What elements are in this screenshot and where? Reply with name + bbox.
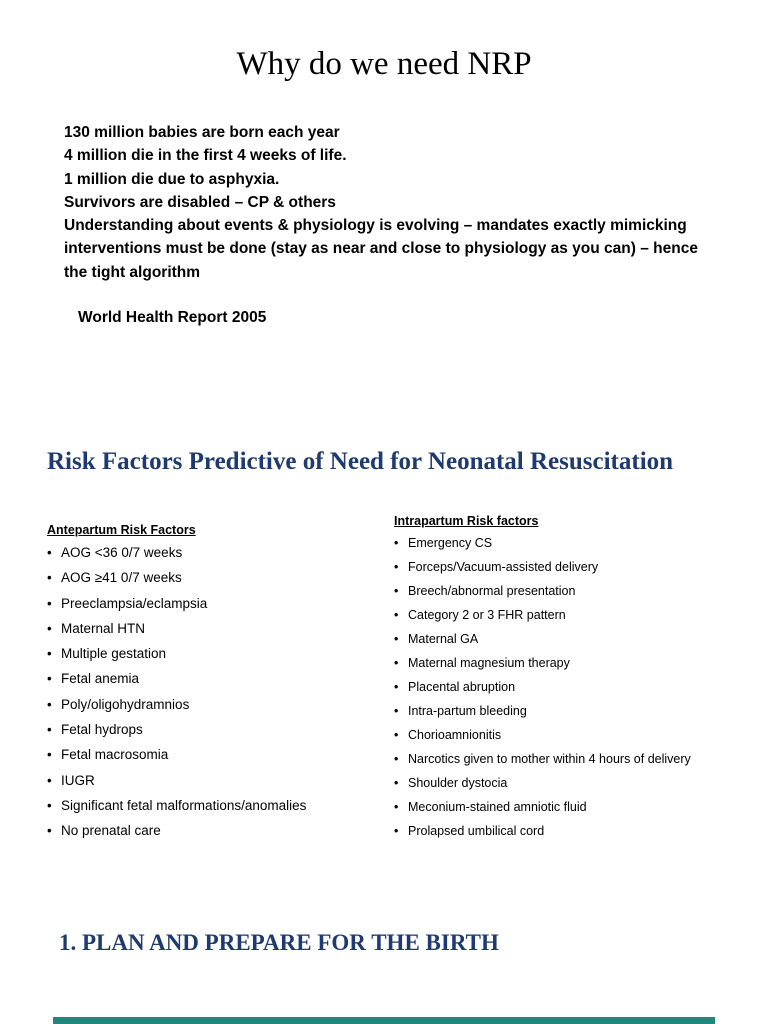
list-item-text: Fetal macrosomia bbox=[61, 747, 169, 763]
list-item-text: Intra-partum bleeding bbox=[408, 704, 527, 718]
list-item-text: Multiple gestation bbox=[61, 646, 167, 662]
list-item bbox=[47, 568, 367, 587]
antepartum-heading: Antepartum Risk Factors bbox=[47, 523, 196, 537]
risk-factors-title: Risk Factors Predictive of Need for Neonatal Resuscitation bbox=[47, 448, 674, 475]
plan-heading: 1. PLAN AND PREPARE FOR THE BIRTH bbox=[59, 930, 499, 955]
list-item-text: Shoulder dystocia bbox=[408, 776, 508, 790]
list-item-text: Forceps/Vacuum-assisted delivery bbox=[408, 560, 599, 574]
list-item-text: AOG ≥41 0/7 weeks bbox=[61, 570, 182, 586]
stat-line: 130 million babies are born each year bbox=[64, 124, 340, 141]
bullet-icon: • bbox=[394, 560, 399, 574]
list-item bbox=[47, 720, 367, 739]
list-item-text: No prenatal care bbox=[61, 823, 161, 839]
bullet-icon: • bbox=[47, 747, 52, 763]
list-item bbox=[47, 644, 367, 663]
list-item bbox=[47, 771, 367, 790]
bullet-icon: • bbox=[394, 632, 399, 646]
list-item bbox=[394, 655, 704, 672]
intrapartum-heading: Intrapartum Risk factors bbox=[394, 514, 539, 528]
list-item bbox=[394, 727, 704, 744]
list-item bbox=[394, 775, 704, 792]
list-item-text: IUGR bbox=[61, 772, 95, 788]
bullet-icon: • bbox=[394, 536, 399, 550]
bullet-icon: • bbox=[394, 776, 399, 790]
bullet-icon: • bbox=[47, 671, 52, 687]
bullet-icon: • bbox=[47, 570, 52, 586]
page-title: Why do we need NRP bbox=[236, 46, 532, 82]
list-item bbox=[394, 799, 704, 816]
list-item-text: Preeclampsia/eclampsia bbox=[61, 595, 208, 611]
stat-line: Survivors are disabled – CP & others bbox=[64, 193, 336, 211]
bullet-icon: • bbox=[47, 797, 52, 813]
accent-bar bbox=[53, 1017, 715, 1024]
source-citation: World Health Report 2005 bbox=[78, 309, 267, 326]
list-item bbox=[394, 751, 704, 768]
list-item-text: Chorioamnionitis bbox=[408, 728, 502, 742]
list-item-text: Significant fetal malformations/anomalies bbox=[61, 797, 307, 813]
list-item-text: Emergency CS bbox=[408, 536, 493, 550]
list-item bbox=[47, 594, 367, 613]
bullet-icon: • bbox=[47, 545, 52, 560]
list-item-text: Breech/abnormal presentation bbox=[408, 584, 576, 598]
bullet-icon: • bbox=[47, 620, 52, 636]
list-item-text: Meconium-stained amniotic fluid bbox=[408, 800, 587, 814]
bullet-icon: • bbox=[47, 646, 52, 662]
list-item-text: Category 2 or 3 FHR pattern bbox=[408, 608, 566, 622]
bullet-icon: • bbox=[394, 704, 399, 718]
list-item bbox=[47, 695, 367, 714]
antepartum-list bbox=[47, 543, 367, 847]
intrapartum-list bbox=[394, 535, 704, 847]
list-item bbox=[47, 745, 367, 764]
stat-line: Understanding about events & physiology is evolving – mandates exactly mimicking interventions must be done (stay as near and close to physiology as you can) – hence the tight algorithm bbox=[64, 217, 703, 281]
stat-line: 1 million die due to asphyxia. bbox=[64, 170, 280, 188]
bullet-icon: • bbox=[394, 608, 399, 622]
list-item bbox=[394, 679, 704, 696]
list-item-text: Poly/oligohydramnios bbox=[61, 696, 190, 712]
list-item-text: Maternal GA bbox=[408, 632, 479, 646]
list-item-text: Placental abruption bbox=[408, 680, 516, 694]
list-item bbox=[47, 619, 367, 638]
bullet-icon: • bbox=[394, 680, 399, 694]
stat-line: 4 million die in the first 4 weeks of life. bbox=[64, 147, 347, 165]
bullet-icon: • bbox=[394, 584, 399, 598]
list-item bbox=[394, 631, 704, 648]
bullet-icon: • bbox=[394, 656, 399, 670]
list-item bbox=[47, 796, 367, 815]
bullet-icon: • bbox=[47, 696, 52, 712]
list-item bbox=[394, 583, 704, 600]
bullet-icon: • bbox=[394, 728, 399, 742]
bullet-icon: • bbox=[47, 823, 52, 839]
list-item bbox=[394, 559, 704, 576]
list-item bbox=[394, 703, 704, 720]
bullet-icon: • bbox=[47, 595, 52, 611]
list-item-text: Maternal magnesium therapy bbox=[408, 656, 570, 670]
bullet-icon: • bbox=[394, 824, 399, 838]
list-item-text: Fetal anemia bbox=[61, 671, 140, 687]
list-item bbox=[394, 823, 704, 840]
bullet-icon: • bbox=[394, 800, 399, 814]
list-item-text: Maternal HTN bbox=[61, 620, 146, 636]
list-item bbox=[394, 535, 704, 552]
bullet-icon: • bbox=[394, 752, 399, 766]
list-item-text: Prolapsed umbilical cord bbox=[408, 824, 545, 838]
bullet-icon: • bbox=[47, 772, 52, 788]
list-item bbox=[47, 669, 367, 688]
list-item bbox=[47, 821, 367, 840]
stats-block bbox=[64, 121, 704, 284]
list-item bbox=[47, 543, 367, 562]
list-item bbox=[394, 607, 704, 624]
list-item-text: AOG <36 0/7 weeks bbox=[61, 545, 183, 560]
list-item-text: Narcotics given to mother within 4 hours of delivery bbox=[408, 752, 691, 766]
bullet-icon: • bbox=[47, 722, 52, 738]
list-item-text: Fetal hydrops bbox=[61, 722, 143, 738]
